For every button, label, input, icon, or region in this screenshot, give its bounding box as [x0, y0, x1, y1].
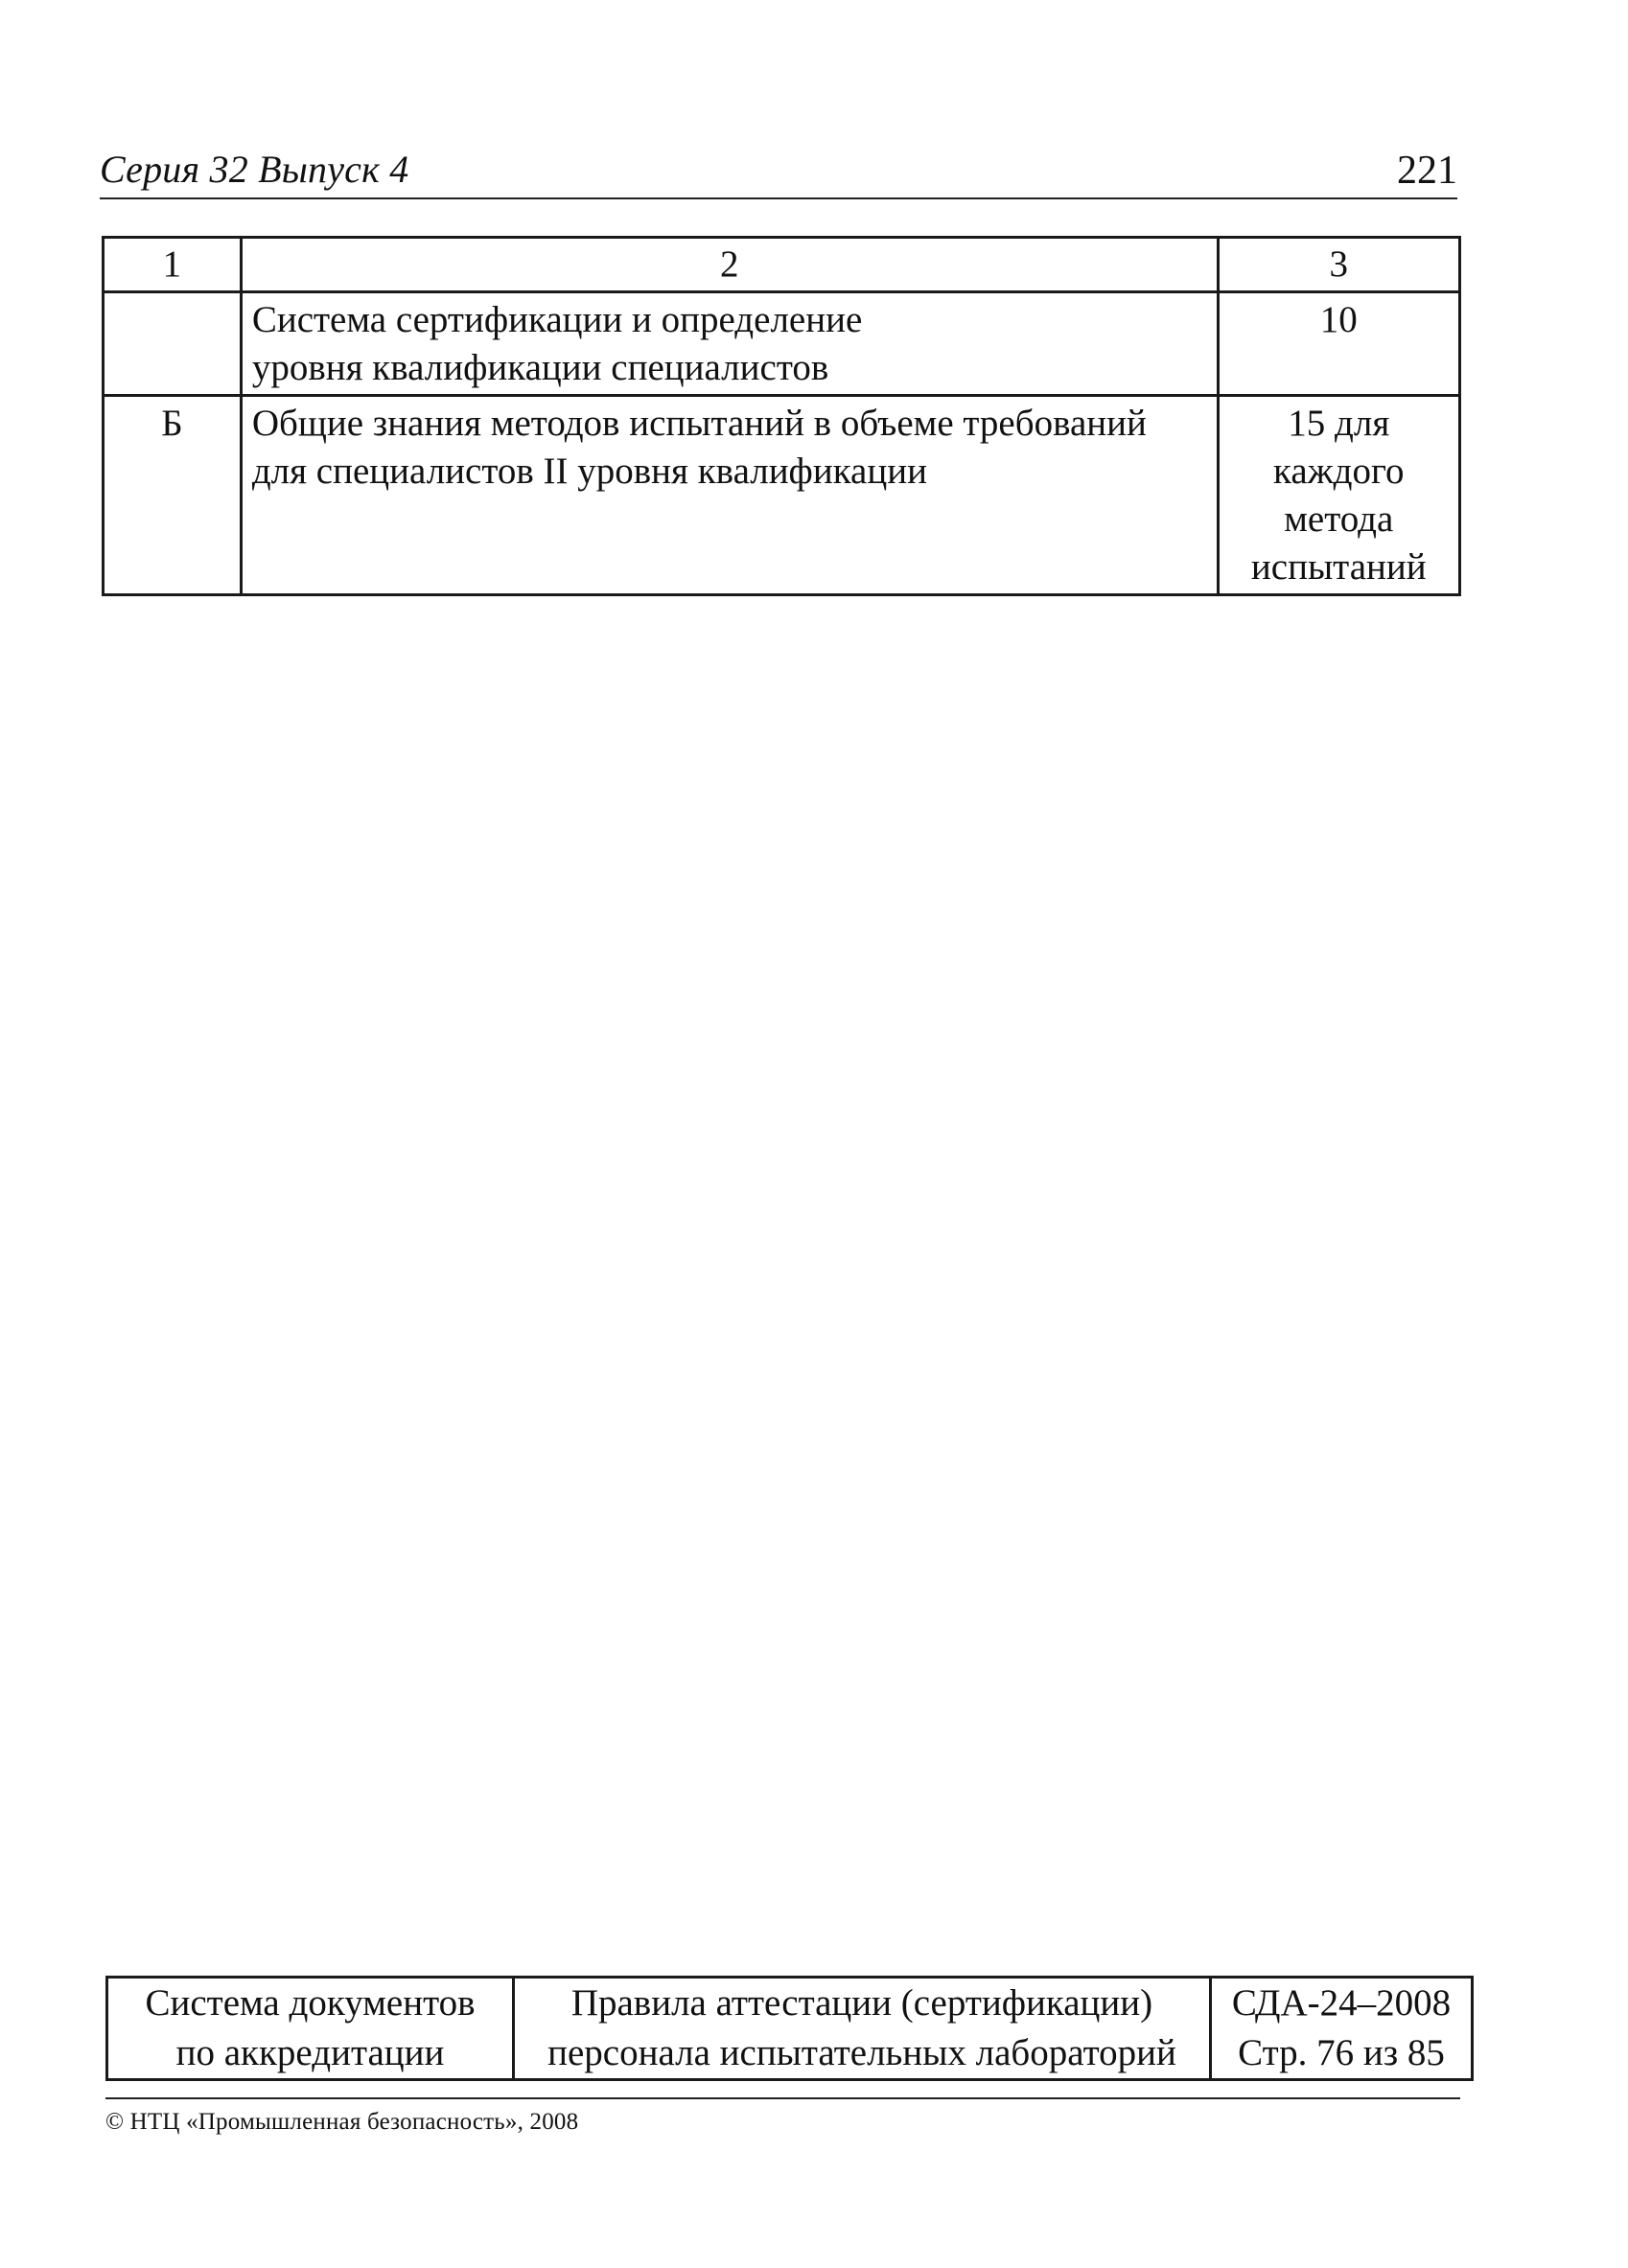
row-hours: 15 для каждого метода испытаний: [1218, 396, 1459, 595]
column-header-2: 2: [241, 238, 1218, 292]
page-number: 221: [1397, 149, 1457, 193]
stamp-system-line: по аккредитации: [175, 2032, 445, 2073]
table-row: [104, 396, 1460, 595]
column-header-3: 3: [1218, 238, 1459, 292]
stamp-code-cell: [1211, 1978, 1473, 2080]
stamp-row: [107, 1978, 1473, 2080]
row-code: Б: [104, 396, 242, 595]
stamp-document-code: СДА-24–2008: [1231, 1982, 1452, 2024]
stamp-title-line: Правила аттестации (сертификации): [570, 1982, 1153, 2024]
column-header-1: 1: [104, 238, 242, 292]
row-topic: Общие знания методов испытаний в объеме требований для специалистов II уровня квалификации: [241, 396, 1218, 595]
training-hours-table: [102, 236, 1461, 596]
row-hours: 10: [1218, 292, 1459, 396]
stamp-system-line: Система документов: [145, 1982, 476, 2024]
copyright-notice: © НТЦ «Промышленная безопасность», 2008: [105, 2109, 579, 2135]
footer-rule: [105, 2097, 1460, 2099]
stamp-page-of: Стр. 76 из 85: [1238, 2032, 1445, 2073]
document-stamp: [105, 1976, 1474, 2081]
stamp-system-cell: [107, 1978, 514, 2080]
stamp-title-line: персонала испытательных лабораторий: [547, 2032, 1176, 2073]
row-topic: Система сертификации и определение уровня квалификации специалистов: [241, 292, 1218, 396]
running-header: [100, 144, 1457, 199]
table-header-row: [104, 238, 1460, 292]
series-title: Серия 32 Выпуск 4: [100, 148, 409, 191]
table-row: [104, 292, 1460, 396]
row-code: [104, 292, 242, 396]
stamp-title-cell: [514, 1978, 1211, 2080]
